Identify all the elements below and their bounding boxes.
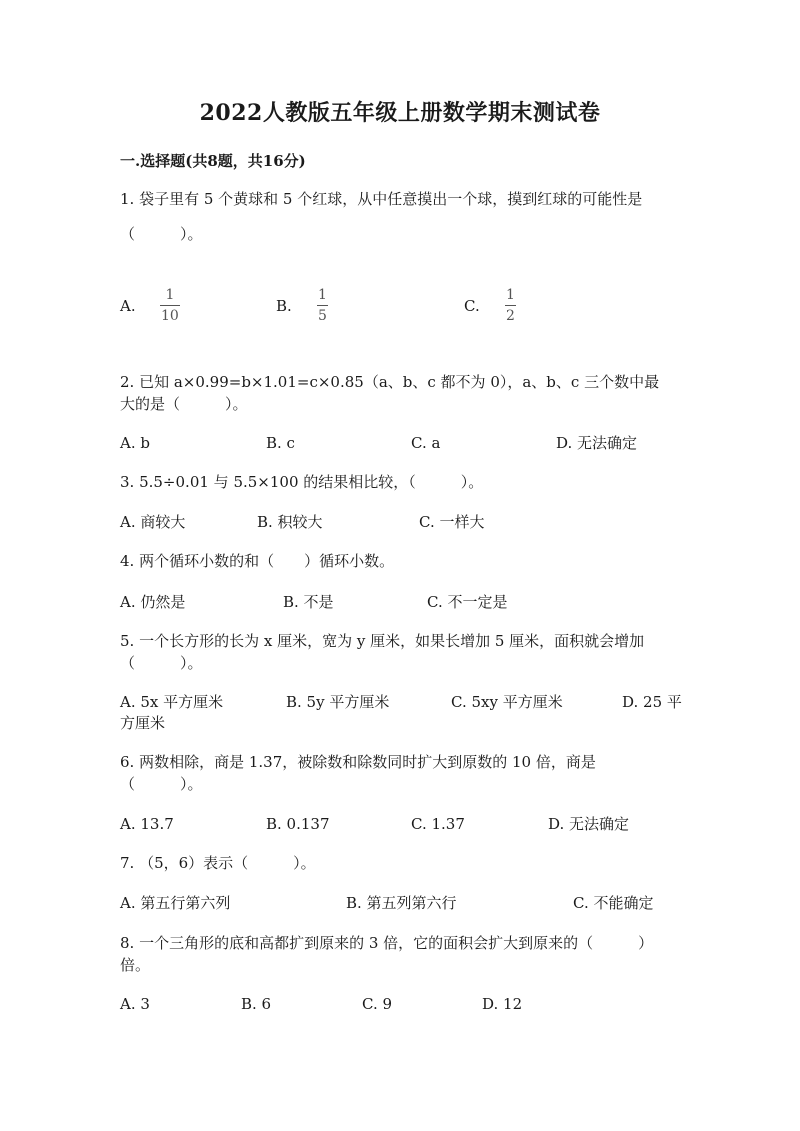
question-4-text: 4. 两个循环小数的和（ ）循环小数。 (120, 552, 395, 570)
q3-option-b: B. 积较大 (257, 513, 323, 531)
q3-option-a: A. 商较大 (120, 513, 186, 531)
q5-option-c: C. 5xy 平方厘米 (451, 693, 563, 711)
question-5-blank: （ ）。 (120, 654, 203, 672)
q6-option-a: A. 13.7 (120, 815, 174, 833)
q2-option-b: B. c (266, 434, 295, 452)
q7-option-c: C. 不能确定 (573, 894, 654, 912)
q6-option-b: B. 0.137 (266, 815, 330, 833)
question-7-text: 7. （5，6）表示（ ）。 (120, 854, 316, 872)
question-1-blank: （ ）。 (120, 225, 203, 243)
q1-option-a-fraction (160, 288, 180, 323)
fraction-numerator: 1 (165, 287, 175, 303)
q5-option-b: B. 5y 平方厘米 (286, 693, 390, 711)
q1-option-a-label: A. (120, 297, 136, 315)
q6-option-c: C. 1.37 (411, 815, 465, 833)
q1-option-b-fraction (317, 288, 328, 323)
fraction-denominator: 10 (161, 308, 179, 324)
question-2-text: 2. 已知 a×0.99=b×1.01=c×0.85（a、b、c 都不为 0），a、b、c 三个数中最 (120, 373, 660, 391)
question-6-text: 6. 两数相除，商是 1.37，被除数和除数同时扩大到原数的 10 倍，商是 (120, 753, 596, 771)
q1-option-b-label: B. (276, 297, 292, 315)
q2-option-c: C. a (411, 434, 441, 452)
q2-option-d: D. 无法确定 (556, 434, 638, 452)
fraction-numerator: 1 (318, 287, 327, 303)
q3-option-c: C. 一样大 (419, 513, 485, 531)
q8-option-d: D. 12 (482, 995, 523, 1013)
question-3-text: 3. 5.5÷0.01 与 5.5×100 的结果相比较，（ ）。 (120, 473, 484, 491)
q5-option-d-wrap: 方厘米 (120, 714, 166, 732)
fraction-numerator: 1 (506, 287, 515, 303)
question-6-blank: （ ）。 (120, 775, 203, 793)
q5-option-d: D. 25 平 (622, 693, 682, 711)
question-2-text-cont: 大的是（ ）。 (120, 395, 248, 413)
q8-option-b: B. 6 (241, 995, 272, 1013)
question-5-text: 5. 一个长方形的长为 x 厘米，宽为 y 厘米，如果长增加 5 厘米，面积就会增加 (120, 632, 645, 650)
q4-option-a: A. 仍然是 (120, 593, 186, 611)
question-1-text: 1. 袋子里有 5 个黄球和 5 个红球，从中任意摸出一个球，摸到红球的可能性是 (120, 190, 643, 208)
q6-option-d: D. 无法确定 (548, 815, 630, 833)
q1-option-c-fraction (505, 288, 516, 323)
q7-option-b: B. 第五列第六行 (346, 894, 457, 912)
q5-option-a: A. 5x 平方厘米 (120, 693, 224, 711)
q1-option-c-label: C. (464, 297, 480, 315)
question-8-text: 8. 一个三角形的底和高都扩到原来的 3 倍，它的面积会扩大到原来的（ ） (120, 934, 654, 952)
section-heading: 一.选择题(共8题，共16分) (120, 152, 306, 170)
q4-option-c: C. 不一定是 (427, 593, 508, 611)
fraction-bar (505, 305, 516, 306)
q4-option-b: B. 不是 (283, 593, 334, 611)
fraction-bar (317, 305, 328, 306)
fraction-denominator: 2 (506, 308, 515, 324)
fraction-bar (160, 305, 180, 306)
q7-option-a: A. 第五行第六列 (120, 894, 231, 912)
q8-option-a: A. 3 (120, 995, 150, 1013)
question-8-text-cont: 倍。 (120, 956, 151, 974)
page-title: 2022人教版五年级上册数学期末测试卷 (199, 100, 601, 126)
fraction-denominator: 5 (318, 308, 327, 324)
q2-option-a: A. b (120, 434, 150, 452)
q8-option-c: C. 9 (362, 995, 393, 1013)
